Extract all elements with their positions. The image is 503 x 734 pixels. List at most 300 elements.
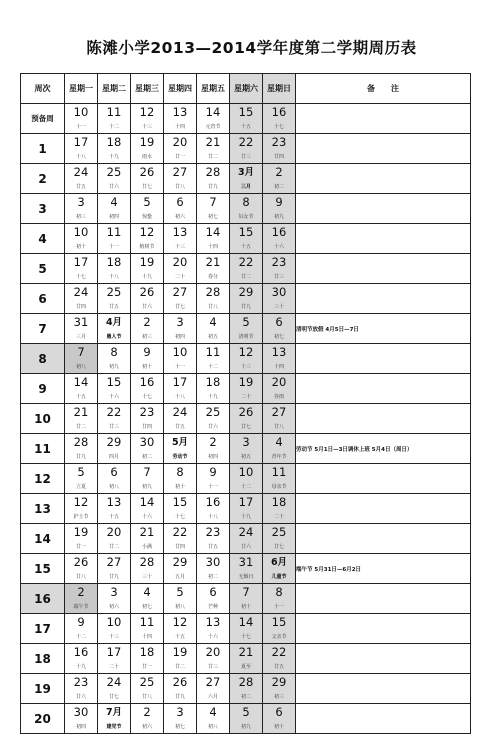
day-cell [131,494,164,524]
day-number: 26 [139,285,155,299]
day-cell [197,284,230,314]
header-tue: 星期二 [98,74,131,104]
week-number: 8 [21,344,65,374]
day-number: 28 [238,675,254,689]
day-number: 12 [172,615,188,629]
day-number: 7 [77,345,85,359]
day-cell [131,584,164,614]
day-number: 3 [176,705,184,719]
day-cell [98,614,131,644]
day-cell [263,314,296,344]
lunar-label: 护士节 [73,514,89,520]
day-cell [164,104,197,134]
lunar-label: 廿二 [108,544,119,550]
day-cell [263,254,296,284]
lunar-label: 廿一 [174,154,185,160]
day-cell [197,164,230,194]
lunar-label: 廿四 [141,424,152,430]
day-cell [197,344,230,374]
day-number: 19 [238,375,254,389]
note-cell [296,524,471,554]
day-number: 20 [106,525,122,539]
week-row [21,524,471,554]
day-number: 6月 [270,557,288,568]
lunar-label: 廿五 [174,424,185,430]
day-number: 8 [242,195,250,209]
day-cell [65,344,98,374]
lunar-label: 初七 [207,214,218,220]
lunar-label: 十一 [174,364,185,370]
lunar-label: 小满 [141,544,152,550]
day-number: 19 [139,135,155,149]
day-number: 23 [139,405,155,419]
day-number: 17 [73,135,89,149]
day-cell [263,164,296,194]
day-number: 11 [205,345,221,359]
day-number: 22 [238,135,254,149]
day-number: 26 [73,555,89,569]
day-number: 30 [271,285,287,299]
week-row [21,374,471,404]
day-number: 18 [271,495,287,509]
day-cell [263,404,296,434]
week-number: 20 [21,704,65,734]
lunar-label: 廿四 [75,304,86,310]
lunar-label: 廿二 [207,154,218,160]
day-number: 11 [139,615,155,629]
calendar-body [21,104,471,734]
lunar-label: 廿二 [75,424,86,430]
day-cell [164,644,197,674]
lunar-label: 二十 [240,394,251,400]
lunar-label: 十九 [240,514,251,520]
day-cell [131,614,164,644]
day-cell [65,674,98,704]
day-cell [197,314,230,344]
day-cell [197,524,230,554]
day-cell [197,434,230,464]
day-cell [164,314,197,344]
day-number: 29 [106,435,122,449]
lunar-label: 初十 [273,724,284,730]
day-number: 5 [77,465,85,479]
day-cell [164,494,197,524]
day-number: 30 [205,555,221,569]
week-number: 4 [21,224,65,254]
day-number: 10 [106,615,122,629]
lunar-label: 廿五 [207,544,218,550]
header-fri: 星期五 [197,74,230,104]
day-cell [263,644,296,674]
week-row [21,644,471,674]
lunar-label: 初八 [174,604,185,610]
lunar-label: 初三 [75,214,86,220]
day-number: 17 [238,495,254,509]
lunar-label: 初三 [141,334,152,340]
day-cell [164,404,197,434]
week-row [21,134,471,164]
lunar-label: 初十 [75,244,86,250]
day-cell [230,314,263,344]
lunar-label: 十三 [240,364,251,370]
day-number: 4 [275,435,283,449]
day-cell [197,554,230,584]
day-number: 2 [77,585,85,599]
lunar-label: 廿五 [75,184,86,190]
lunar-label: 廿九 [174,694,185,700]
lunar-label: 十五 [75,394,86,400]
day-number: 18 [205,375,221,389]
note-cell [296,374,471,404]
day-number: 16 [271,225,287,239]
day-number: 22 [172,525,188,539]
day-cell [164,254,197,284]
lunar-label: 初二 [273,184,284,190]
day-number: 29 [238,285,254,299]
lunar-label: 十二 [207,364,218,370]
day-number: 3 [77,195,85,209]
lunar-label: 廿三 [108,424,119,430]
day-cell [131,224,164,254]
day-cell [230,104,263,134]
lunar-label: 十六 [108,394,119,400]
week-number: 5 [21,254,65,284]
day-cell [98,524,131,554]
note-cell [296,104,471,134]
day-number: 21 [205,135,221,149]
day-number: 11 [271,465,287,479]
week-number: 16 [21,584,65,614]
day-number: 20 [172,255,188,269]
day-cell [131,104,164,134]
day-cell [131,194,164,224]
header-thu: 星期四 [164,74,197,104]
day-number: 9 [275,195,283,209]
lunar-label: 廿六 [108,184,119,190]
lunar-label: 十四 [174,124,185,130]
week-number: 13 [21,494,65,524]
day-number: 19 [172,645,188,659]
lunar-label: 十七 [174,514,185,520]
day-cell [98,494,131,524]
lunar-label: 十一 [273,604,284,610]
day-cell [263,464,296,494]
day-cell [197,134,230,164]
lunar-label: 十八 [75,154,86,160]
day-number: 16 [139,375,155,389]
lunar-label: 初九 [141,484,152,490]
day-cell [164,434,197,464]
day-cell [164,554,197,584]
day-cell [263,494,296,524]
lunar-label: 初四 [75,724,86,730]
day-cell [131,254,164,284]
day-cell [197,104,230,134]
day-number: 31 [73,315,89,329]
day-number: 6 [275,705,283,719]
lunar-label: 廿二 [174,664,185,670]
lunar-label: 十七 [240,634,251,640]
header-wed: 星期三 [131,74,164,104]
note-cell [296,584,471,614]
lunar-label: 青年节 [271,454,287,460]
day-number: 22 [106,405,122,419]
lunar-label: 十三 [141,124,152,130]
day-number: 13 [106,495,122,509]
day-cell [164,284,197,314]
lunar-label: 建党节 [106,724,122,730]
day-cell [197,494,230,524]
day-number: 19 [139,255,155,269]
lunar-label: 十八 [108,274,119,280]
header-row [21,74,471,104]
day-cell [197,404,230,434]
day-number: 20 [271,375,287,389]
day-cell [164,674,197,704]
day-number: 8 [275,585,283,599]
day-cell [230,644,263,674]
day-number: 14 [238,615,254,629]
lunar-label: 廿六 [75,694,86,700]
lunar-label: 十八 [207,514,218,520]
day-number: 2 [209,435,217,449]
lunar-label: 二十 [174,274,185,280]
day-cell [230,374,263,404]
day-cell [131,344,164,374]
day-cell [65,134,98,164]
week-number: 18 [21,644,65,674]
lunar-label: 廿一 [75,544,86,550]
lunar-label: 初二 [141,454,152,460]
day-cell [131,644,164,674]
day-cell [263,524,296,554]
week-row [21,554,471,584]
lunar-label: 二十 [273,514,284,520]
note-cell [296,194,471,224]
day-cell [230,404,263,434]
day-number: 17 [73,255,89,269]
lunar-label: 初十 [240,604,251,610]
day-number: 22 [238,255,254,269]
lunar-label: 廿六 [141,304,152,310]
day-cell [131,704,164,734]
lunar-label: 六月 [207,694,218,700]
day-number: 24 [106,675,122,689]
day-cell [98,704,131,734]
day-number: 27 [172,165,188,179]
lunar-label: 初三 [273,694,284,700]
day-number: 10 [172,345,188,359]
day-cell [197,194,230,224]
day-number: 30 [139,435,155,449]
week-row [21,704,471,734]
day-cell [263,614,296,644]
day-cell [65,644,98,674]
day-number: 13 [271,345,287,359]
lunar-label: 端午节 [73,604,89,610]
day-number: 25 [139,675,155,689]
lunar-label: 廿九 [240,304,251,310]
lunar-label: 初八 [108,484,119,490]
day-cell [131,164,164,194]
day-number: 26 [172,675,188,689]
week-number: 1 [21,134,65,164]
week-row [21,614,471,644]
day-number: 14 [205,225,221,239]
day-cell [131,524,164,554]
day-number: 29 [271,675,287,689]
day-number: 29 [172,555,188,569]
lunar-label: 十五 [174,634,185,640]
header-sun: 星期日 [263,74,296,104]
note-cell [296,674,471,704]
header-week: 周次 [21,74,65,104]
day-cell [131,284,164,314]
day-cell [263,224,296,254]
day-number: 28 [205,285,221,299]
note-cell [296,704,471,734]
lunar-label: 三十 [273,304,284,310]
lunar-label: 劳动节 [172,454,188,460]
day-cell [263,434,296,464]
day-number: 4 [143,585,151,599]
day-cell [230,554,263,584]
day-cell [230,584,263,614]
day-cell [164,524,197,554]
lunar-label: 廿七 [108,694,119,700]
day-number: 24 [73,285,89,299]
week-row [21,164,471,194]
lunar-label: 廿四 [174,544,185,550]
day-number: 7 [242,585,250,599]
day-cell [65,554,98,584]
day-cell [98,584,131,614]
day-number: 9 [143,345,151,359]
day-number: 2 [143,315,151,329]
lunar-label: 初六 [174,214,185,220]
day-cell [98,314,131,344]
lunar-label: 初二 [240,694,251,700]
lunar-label: 十九 [207,394,218,400]
day-number: 31 [238,555,254,569]
lunar-label: 初十 [174,484,185,490]
day-number: 5 [143,195,151,209]
week-row [21,284,471,314]
day-cell [197,254,230,284]
day-cell [98,104,131,134]
day-number: 14 [205,105,221,119]
header-notes: 备 注 [296,74,471,104]
day-number: 15 [172,495,188,509]
week-row [21,254,471,284]
lunar-label: 廿四 [273,154,284,160]
lunar-label: 三月 [75,334,86,340]
day-number: 10 [73,105,89,119]
day-cell [197,584,230,614]
week-number: 6 [21,284,65,314]
week-calendar-table [20,73,471,734]
day-cell [65,494,98,524]
day-number: 8 [176,465,184,479]
day-number: 8 [110,345,118,359]
day-number: 27 [172,285,188,299]
week-row [21,314,471,344]
day-number: 6 [176,195,184,209]
day-number: 26 [139,165,155,179]
day-cell [164,224,197,254]
day-cell [65,284,98,314]
lunar-label: 十四 [207,244,218,250]
lunar-label: 清明节 [238,334,254,340]
week-number: 3 [21,194,65,224]
day-cell [65,404,98,434]
lunar-label: 三十 [141,574,152,580]
week-row [21,194,471,224]
day-cell [263,584,296,614]
week-row [21,464,471,494]
lunar-label: 初九 [108,364,119,370]
day-cell [98,404,131,434]
day-cell [230,164,263,194]
lunar-label: 初六 [108,604,119,610]
lunar-label: 芒种 [207,604,218,610]
day-number: 21 [73,405,89,419]
day-number: 28 [73,435,89,449]
day-cell [197,374,230,404]
day-cell [230,224,263,254]
lunar-label: 十六 [207,634,218,640]
day-number: 12 [139,105,155,119]
day-number: 2 [143,705,151,719]
lunar-label: 十一 [207,484,218,490]
lunar-label: 愚人节 [106,334,122,340]
day-number: 20 [172,135,188,149]
note-cell [296,464,471,494]
day-number: 27 [205,675,221,689]
week-row [21,584,471,614]
day-cell [65,254,98,284]
note-cell [296,614,471,644]
lunar-label: 初七 [141,604,152,610]
note-cell [296,404,471,434]
day-cell [230,614,263,644]
page-title: 陈滩小学2013—2014学年度第二学期周历表 [86,39,417,57]
day-number: 24 [73,165,89,179]
day-cell [263,194,296,224]
week-number: 11 [21,434,65,464]
day-number: 15 [238,105,254,119]
day-number: 19 [73,525,89,539]
lunar-label: 十六 [141,514,152,520]
day-cell [98,134,131,164]
day-number: 7 [209,195,217,209]
day-cell [164,374,197,404]
lunar-label: 初八 [75,364,86,370]
day-cell [230,284,263,314]
day-number: 5 [176,585,184,599]
day-cell [164,344,197,374]
day-cell [263,704,296,734]
day-cell [65,374,98,404]
lunar-label: 十四 [141,634,152,640]
lunar-label: 十二 [75,634,86,640]
lunar-label: 十四 [273,364,284,370]
week-number: 17 [21,614,65,644]
day-number: 3 [176,315,184,329]
day-cell [65,194,98,224]
day-cell [98,554,131,584]
day-cell [98,224,131,254]
